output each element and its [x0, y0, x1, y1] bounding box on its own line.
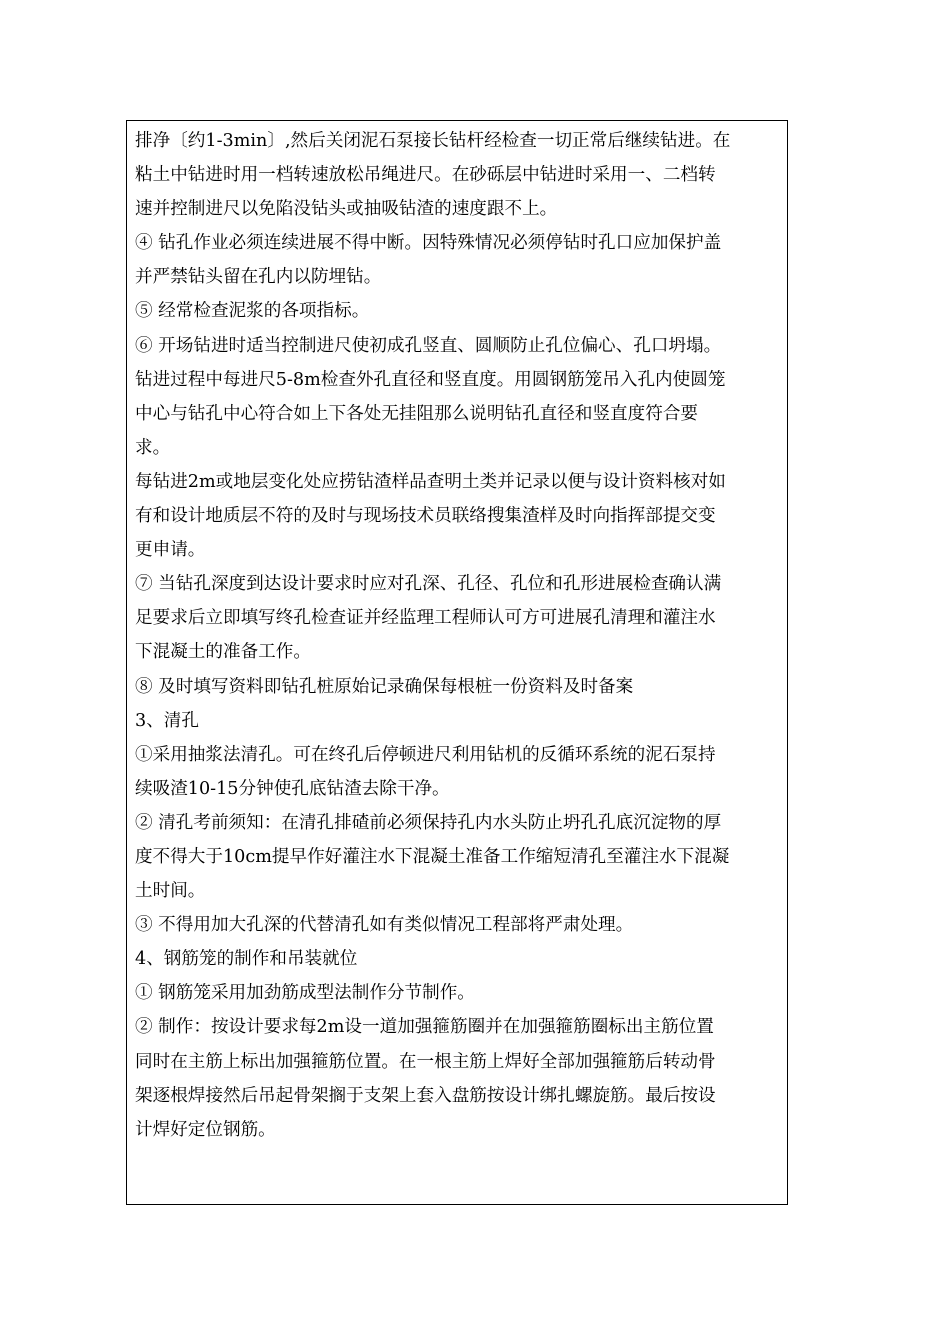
text-line: 中心与钻孔中心符合如上下各处无挂阻那么说明钻孔直径和竖直度符合要	[135, 403, 699, 424]
text-line: ⑤ 经常检查泥浆的各项指标。	[135, 301, 370, 322]
text-line: ③ 不得用加大孔深的代替清孔如有类似情况工程部将严肃处理。	[135, 915, 634, 936]
text-line: 求。	[135, 437, 171, 458]
text-line: 速并控制进尺以免陷没钻头或抽吸钻渣的速度跟不上。	[135, 199, 558, 220]
text-line: 足要求后立即填写终孔检查证并经监理工程师认可方可进展孔清理和灌注水	[135, 608, 716, 629]
text-line: 土时间。	[135, 881, 206, 902]
text-line: 续吸渣10-15分钟使孔底钻渣去除干净。	[135, 778, 450, 799]
section-heading: 3、清孔	[135, 710, 199, 731]
text-line: ① 钢筋笼采用加劲筋成型法制作分节制作。	[135, 983, 475, 1004]
text-line: 粘土中钻进时用一档转速放松吊绳进尺。在砂砾层中钻进时采用一、二档转	[135, 165, 716, 186]
text-line: 度不得大于10cm提早作好灌注水下混凝土准备工作缩短清孔至灌注水下混凝	[135, 846, 730, 867]
text-line: 同时在主筋上标出加强箍筋位置。在一根主筋上焊好全部加强箍筋后转动骨	[135, 1051, 716, 1072]
text-line: 计焊好定位钢筋。	[135, 1119, 276, 1140]
text-line: 钻进过程中每进尺5-8m检查外孔直径和竖直度。用圆钢筋笼吊入孔内使圆笼	[135, 369, 726, 390]
text-line: ④ 钻孔作业必须连续进展不得中断。因特殊情况必须停钻时孔口应加保护盖	[135, 233, 722, 254]
document-body	[135, 124, 783, 1147]
text-line: 下混凝土的准备工作。	[135, 642, 311, 663]
text-line: ⑦ 当钻孔深度到达设计要求时应对孔深、孔径、孔位和孔形进展检查确认满	[135, 574, 722, 595]
text-line: 并严禁钻头留在孔内以防埋钻。	[135, 267, 382, 288]
text-line: 有和设计地质层不符的及时与现场技术员联络搜集渣样及时向指挥部提交变	[135, 506, 716, 527]
text-line: 排净〔约1-3min〕,然后关闭泥石泵接长钻杆经检查一切正常后继续钻进。在	[135, 131, 731, 151]
text-line: ①采用抽浆法清孔。可在终孔后停顿进尺利用钻机的反循环系统的泥石泵持	[135, 744, 716, 765]
text-line: 架逐根焊接然后吊起骨架搁于支架上套入盘筋按设计绑扎螺旋筋。最后按设	[135, 1085, 716, 1106]
text-line: ⑥ 开场钻进时适当控制进尺使初成孔竖直、圆顺防止孔位偏心、孔口坍塌。	[135, 335, 722, 356]
text-line: ⑧ 及时填写资料即钻孔桩原始记录确保每根桩一份资料及时备案	[135, 676, 634, 697]
text-line: ② 清孔考前须知：在清孔排碴前必须保持孔内水头防止坍孔孔底沉淀物的厚	[135, 812, 722, 833]
text-line: ② 制作：按设计要求每2m设一道加强箍筋圈并在加强箍筋圈标出主筋位置	[135, 1017, 714, 1038]
text-line: 更申请。	[135, 540, 206, 561]
text-line: 每钻进2m或地层变化处应捞钻渣样品查明土类并记录以便与设计资料核对如	[135, 471, 726, 492]
section-heading: 4、钢筋笼的制作和吊装就位	[135, 949, 358, 970]
